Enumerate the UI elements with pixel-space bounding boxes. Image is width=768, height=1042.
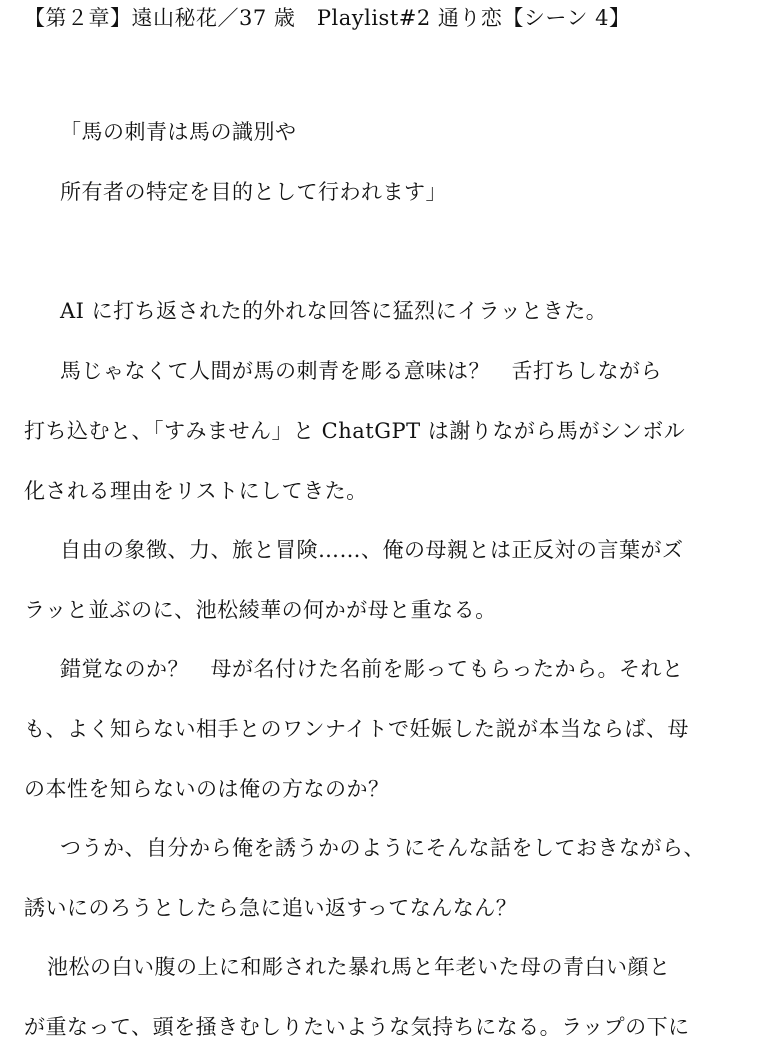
body-line: 打ち込むと、「すみません」と ChatGPT は謝りながら馬がシンボル	[24, 419, 686, 443]
quote-line: 所有者の特定を目的として行われます」	[60, 180, 447, 204]
body-line: つうか、自分から俺を誘うかのようにそんな話をしておきながら、	[60, 836, 705, 860]
body-line: 馬じゃなくて人間が馬の刺青を彫る意味は？ 舌打ちしながら	[60, 359, 662, 383]
body-line: ラッと並ぶのに、池松綾華の何かが母と重なる。	[24, 598, 497, 622]
chapter-header: 【第２章】遠山秘花／37 歳 Playlist#2 通り恋【シーン 4】	[24, 6, 631, 30]
body-line: 誘いにのろうとしたら急に追い返すってなんなん？	[24, 896, 518, 920]
body-line: も、よく知らない相手とのワンナイトで妊娠した説が本当ならば、母	[24, 717, 690, 741]
body-line: の本性を知らないのは俺の方なのか？	[24, 777, 390, 801]
body-line: 自由の象徴、力、旅と冒険……、俺の母親とは正反対の言葉がズ	[60, 538, 684, 562]
body-line: AI に打ち返された的外れな回答に猛烈にイラッときた。	[60, 299, 608, 323]
body-line: 化される理由をリストにしてきた。	[24, 479, 368, 503]
quote-line: 「馬の刺青は馬の識別や	[60, 120, 297, 144]
body-line: が重なって、頭を掻きむしりたいような気持ちになる。ラップの下に	[24, 1015, 690, 1039]
body-line: 池松の白い腹の上に和彫された暴れ馬と年老いた母の青白い顔と	[47, 955, 671, 979]
body-line: 錯覚なのか？ 母が名付けた名前を彫ってもらったから。それと	[60, 657, 684, 681]
